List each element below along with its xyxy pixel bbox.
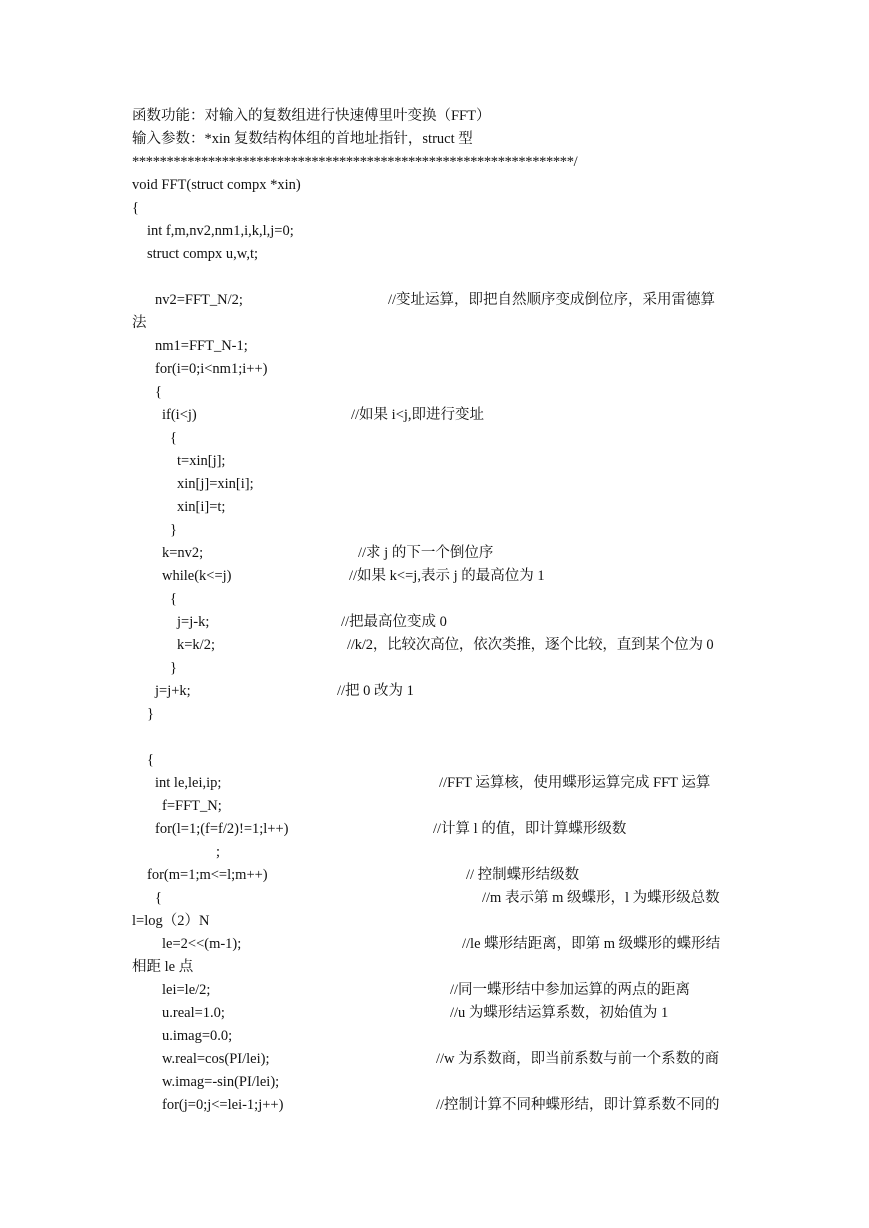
doc-line: while(k<=j) (162, 568, 232, 584)
doc-comment: //把 0 改为 1 (337, 683, 414, 699)
doc-line: { (147, 752, 154, 768)
doc-line: } (170, 522, 177, 538)
doc-line: nm1=FFT_N-1; (155, 338, 248, 354)
doc-line: w.real=cos(PI/lei); (162, 1051, 270, 1067)
doc-line: k=nv2; (162, 545, 204, 561)
doc-comment: //le 蝶形结距离，即第 m 级蝶形的蝶形结 (462, 936, 721, 952)
doc-comment: //k/2，比较次高位，依次类推，逐个比较，直到某个位为 0 (347, 637, 714, 653)
doc-line: 函数功能：对输入的复数组进行快速傅里叶变换（FFT） (132, 108, 491, 124)
doc-comment: //控制计算不同种蝶形结，即计算系数不同的 (436, 1097, 720, 1113)
doc-line: void FFT(struct compx *xin) (132, 177, 301, 193)
doc-comment: //同一蝶形结中参加运算的两点的距离 (450, 982, 691, 998)
doc-line: w.imag=-sin(PI/lei); (162, 1074, 280, 1090)
doc-line: le=2<<(m-1); (162, 936, 242, 952)
doc-line: 法 (132, 315, 147, 331)
doc-line: } (170, 660, 177, 676)
doc-line: f=FFT_N; (162, 798, 222, 814)
doc-comment: //w 为系数商，即当前系数与前一个系数的商 (436, 1051, 720, 1067)
doc-comment: //把最高位变成 0 (341, 614, 447, 630)
doc-line: ****************************************************************/ (132, 154, 578, 170)
doc-line: j=j-k; (177, 614, 210, 630)
doc-line: } (147, 706, 154, 722)
doc-line: u.imag=0.0; (162, 1028, 233, 1044)
doc-line: j=j+k; (155, 683, 191, 699)
doc-line: { (155, 890, 162, 906)
doc-comment: //变址运算，即把自然顺序变成倒位序，采用雷德算 (388, 292, 716, 308)
doc-line: { (155, 384, 162, 400)
doc-line: ; (216, 844, 221, 860)
doc-line: for(j=0;j<=lei-1;j++) (162, 1097, 284, 1113)
doc-line: lei=le/2; (162, 982, 211, 998)
doc-comment: //m 表示第 m 级蝶形，l 为蝶形级总数 (482, 890, 720, 906)
doc-line: if(i<j) (162, 407, 197, 423)
doc-comment: //FFT 运算核，使用蝶形运算完成 FFT 运算 (439, 775, 711, 791)
doc-comment: //求 j 的下一个倒位序 (358, 545, 494, 561)
doc-comment: //u 为蝶形结运算系数，初始值为 1 (450, 1005, 669, 1021)
doc-line: xin[i]=t; (177, 499, 226, 515)
doc-line: l=log（2）N (132, 913, 210, 929)
doc-comment: //如果 k<=j,表示 j 的最高位为 1 (349, 568, 545, 584)
doc-line: { (170, 430, 177, 446)
doc-line: { (170, 591, 177, 607)
doc-line: 输入参数：*xin 复数结构体组的首地址指针，struct 型 (132, 131, 473, 147)
doc-line: for(m=1;m<=l;m++) (147, 867, 268, 883)
doc-line: t=xin[j]; (177, 453, 226, 469)
doc-line: { (132, 200, 139, 216)
doc-line: int le,lei,ip; (155, 775, 222, 791)
doc-line: k=k/2; (177, 637, 215, 653)
doc-line: u.real=1.0; (162, 1005, 225, 1021)
doc-line: struct compx u,w,t; (147, 246, 259, 262)
doc-comment: //如果 i<j,即进行变址 (351, 407, 485, 423)
doc-line: int f,m,nv2,nm1,i,k,l,j=0; (147, 223, 294, 239)
doc-comment: // 控制蝶形结级数 (466, 867, 580, 883)
doc-line: 相距 le 点 (132, 959, 194, 975)
doc-line: nv2=FFT_N/2; (155, 292, 243, 308)
doc-line: for(l=1;(f=f/2)!=1;l++) (155, 821, 289, 837)
doc-comment: //计算 l 的值，即计算蝶形级数 (433, 821, 627, 837)
doc-line: for(i=0;i<nm1;i++) (155, 361, 268, 377)
doc-line: xin[j]=xin[i]; (177, 476, 254, 492)
